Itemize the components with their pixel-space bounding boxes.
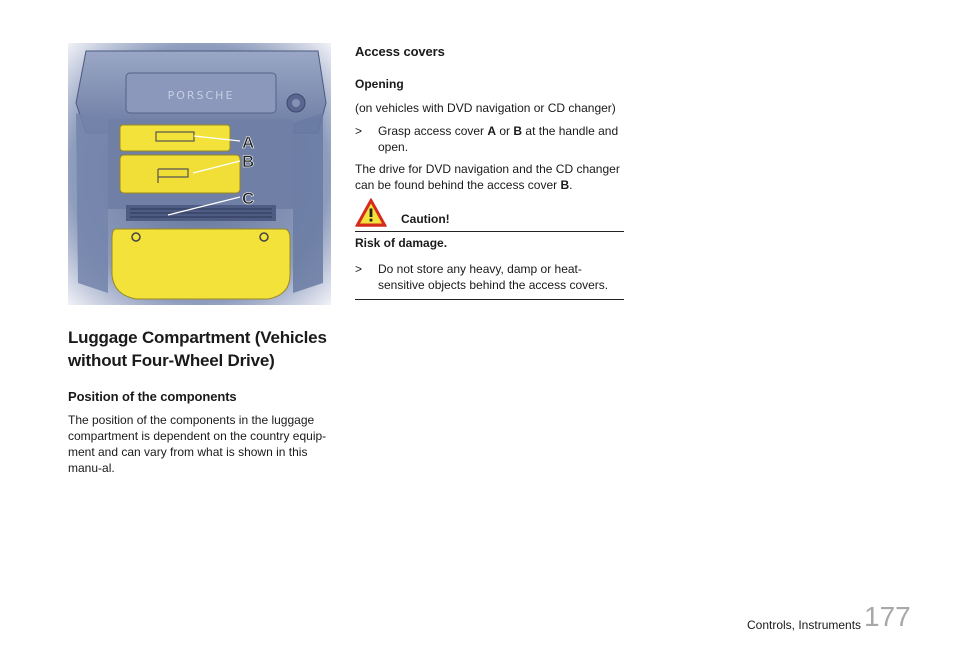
risk-label: Risk of damage. [355, 236, 448, 250]
callout-a: A [242, 133, 255, 152]
components-paragraph: The position of the components in the luggage compartment is dependent on the country equip-ment and can vary from what is shown in this manu-al. [68, 413, 327, 475]
access-covers-title: Access covers [355, 44, 445, 59]
bullet-marker: > [355, 124, 363, 138]
warning-triangle-icon [355, 198, 387, 227]
bullet-text: Do not store any heavy, damp or heat-sensitive objects behind the access covers. [378, 262, 609, 292]
caution-end-divider [355, 299, 624, 300]
footer-section-name: Controls, Instruments [747, 618, 862, 632]
illustration-svg [68, 43, 331, 305]
bullet-marker: > [355, 262, 363, 276]
caution-divider [355, 231, 624, 232]
drive-location-paragraph: The drive for DVD navigation and the CD changer can be found behind the access cover B. [355, 162, 620, 192]
luggage-compartment-illustration [68, 43, 331, 305]
vehicle-note: (on vehicles with DVD navigation or CD changer) [355, 101, 616, 115]
instruction-bullet-open [355, 123, 625, 155]
section-heading: Luggage Compartment (Vehicles without Four-Wheel Drive) [68, 328, 327, 370]
opening-subtitle: Opening [355, 77, 404, 91]
callout-b: B [242, 152, 255, 171]
brand-lettering: PORSCHE [167, 89, 235, 102]
page-number: 177 [864, 601, 911, 632]
components-subheading: Position of the components [68, 389, 237, 404]
bullet-text: Grasp access cover A or B at the handle and open. [378, 124, 619, 154]
caution-label: Caution! [401, 212, 450, 226]
callout-c: C [242, 189, 255, 208]
instruction-bullet-storage [355, 261, 625, 293]
